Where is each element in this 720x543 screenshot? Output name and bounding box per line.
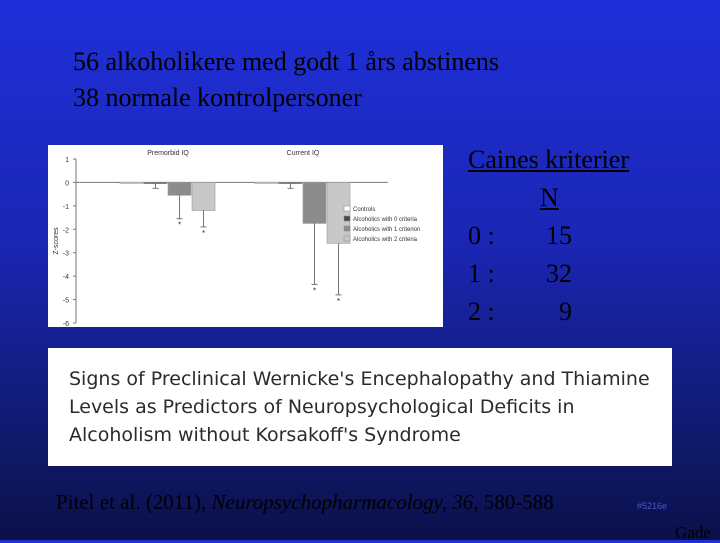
chart-panel: [48, 145, 443, 327]
legend-label: Controls: [353, 207, 376, 213]
y-tick-label: -1: [62, 203, 69, 211]
caines-row-n: 32: [546, 259, 572, 288]
caines-row-n: 9: [559, 297, 572, 326]
y-tick-label: 1: [65, 157, 69, 164]
legend-swatch: [344, 236, 350, 241]
bar-chart: [48, 145, 443, 327]
bar: [168, 182, 191, 195]
legend-label: Alcoholics with 2 criteria: [353, 237, 418, 243]
citation-pages: , 580-588: [473, 490, 554, 514]
bar: [327, 182, 350, 243]
y-tick-label: -3: [62, 250, 69, 258]
caines-row-n: 15: [546, 221, 572, 250]
bar: [144, 182, 167, 183]
bar: [279, 182, 302, 183]
y-tick-label: -4: [62, 274, 69, 282]
citation: [56, 490, 554, 515]
significance-mark: *: [177, 220, 182, 230]
paper-title-box: [48, 348, 672, 466]
caines-n-header: N: [540, 183, 559, 212]
y-axis-label: Z-scores: [53, 227, 60, 255]
category-label: Current IQ: [286, 150, 320, 157]
significance-mark: *: [201, 228, 206, 238]
bar: [192, 182, 215, 210]
slide-title-line-1: 56 alkoholikere med godt 1 års abstinens: [73, 47, 500, 76]
paper-title: Signs of Preclinical Wernicke's Encephalopathy and Thiamine Levels as Predictors of Neuropsychological Deficits in Alcoholism without Korsakoff's Syndrome: [69, 368, 650, 446]
citation-authors: Pitel et al. (2011),: [56, 490, 212, 514]
y-tick-label: -6: [62, 321, 69, 327]
significance-mark: *: [312, 286, 317, 296]
legend-swatch: [344, 206, 350, 211]
caines-row-label: 1 :: [468, 259, 495, 288]
bar: [255, 182, 278, 183]
y-tick-label: 0: [65, 180, 69, 188]
y-tick-label: -5: [62, 297, 69, 305]
legend-swatch: [344, 226, 350, 231]
legend-swatch: [344, 216, 350, 221]
citation-journal: Neuropsychopharmacology, 36: [211, 490, 474, 514]
caines-row-label: 0 :: [468, 221, 495, 250]
significance-mark: *: [336, 296, 341, 306]
slide-title-line-2: 38 normale kontrolpersoner: [73, 83, 362, 112]
category-label: Premorbid IQ: [147, 150, 189, 157]
bar: [303, 182, 326, 223]
caines-title: Caines kriterier: [468, 145, 629, 174]
footer-name: Gade: [675, 523, 711, 542]
y-tick-label: -2: [62, 227, 69, 235]
slide-id: #5216e: [637, 501, 668, 511]
caines-row-label: 2 :: [468, 297, 495, 326]
legend-label: Alcoholics with 0 criteria: [353, 217, 418, 223]
bar: [120, 182, 143, 183]
legend-label: Alcoholics with 1 criterion: [353, 227, 421, 233]
